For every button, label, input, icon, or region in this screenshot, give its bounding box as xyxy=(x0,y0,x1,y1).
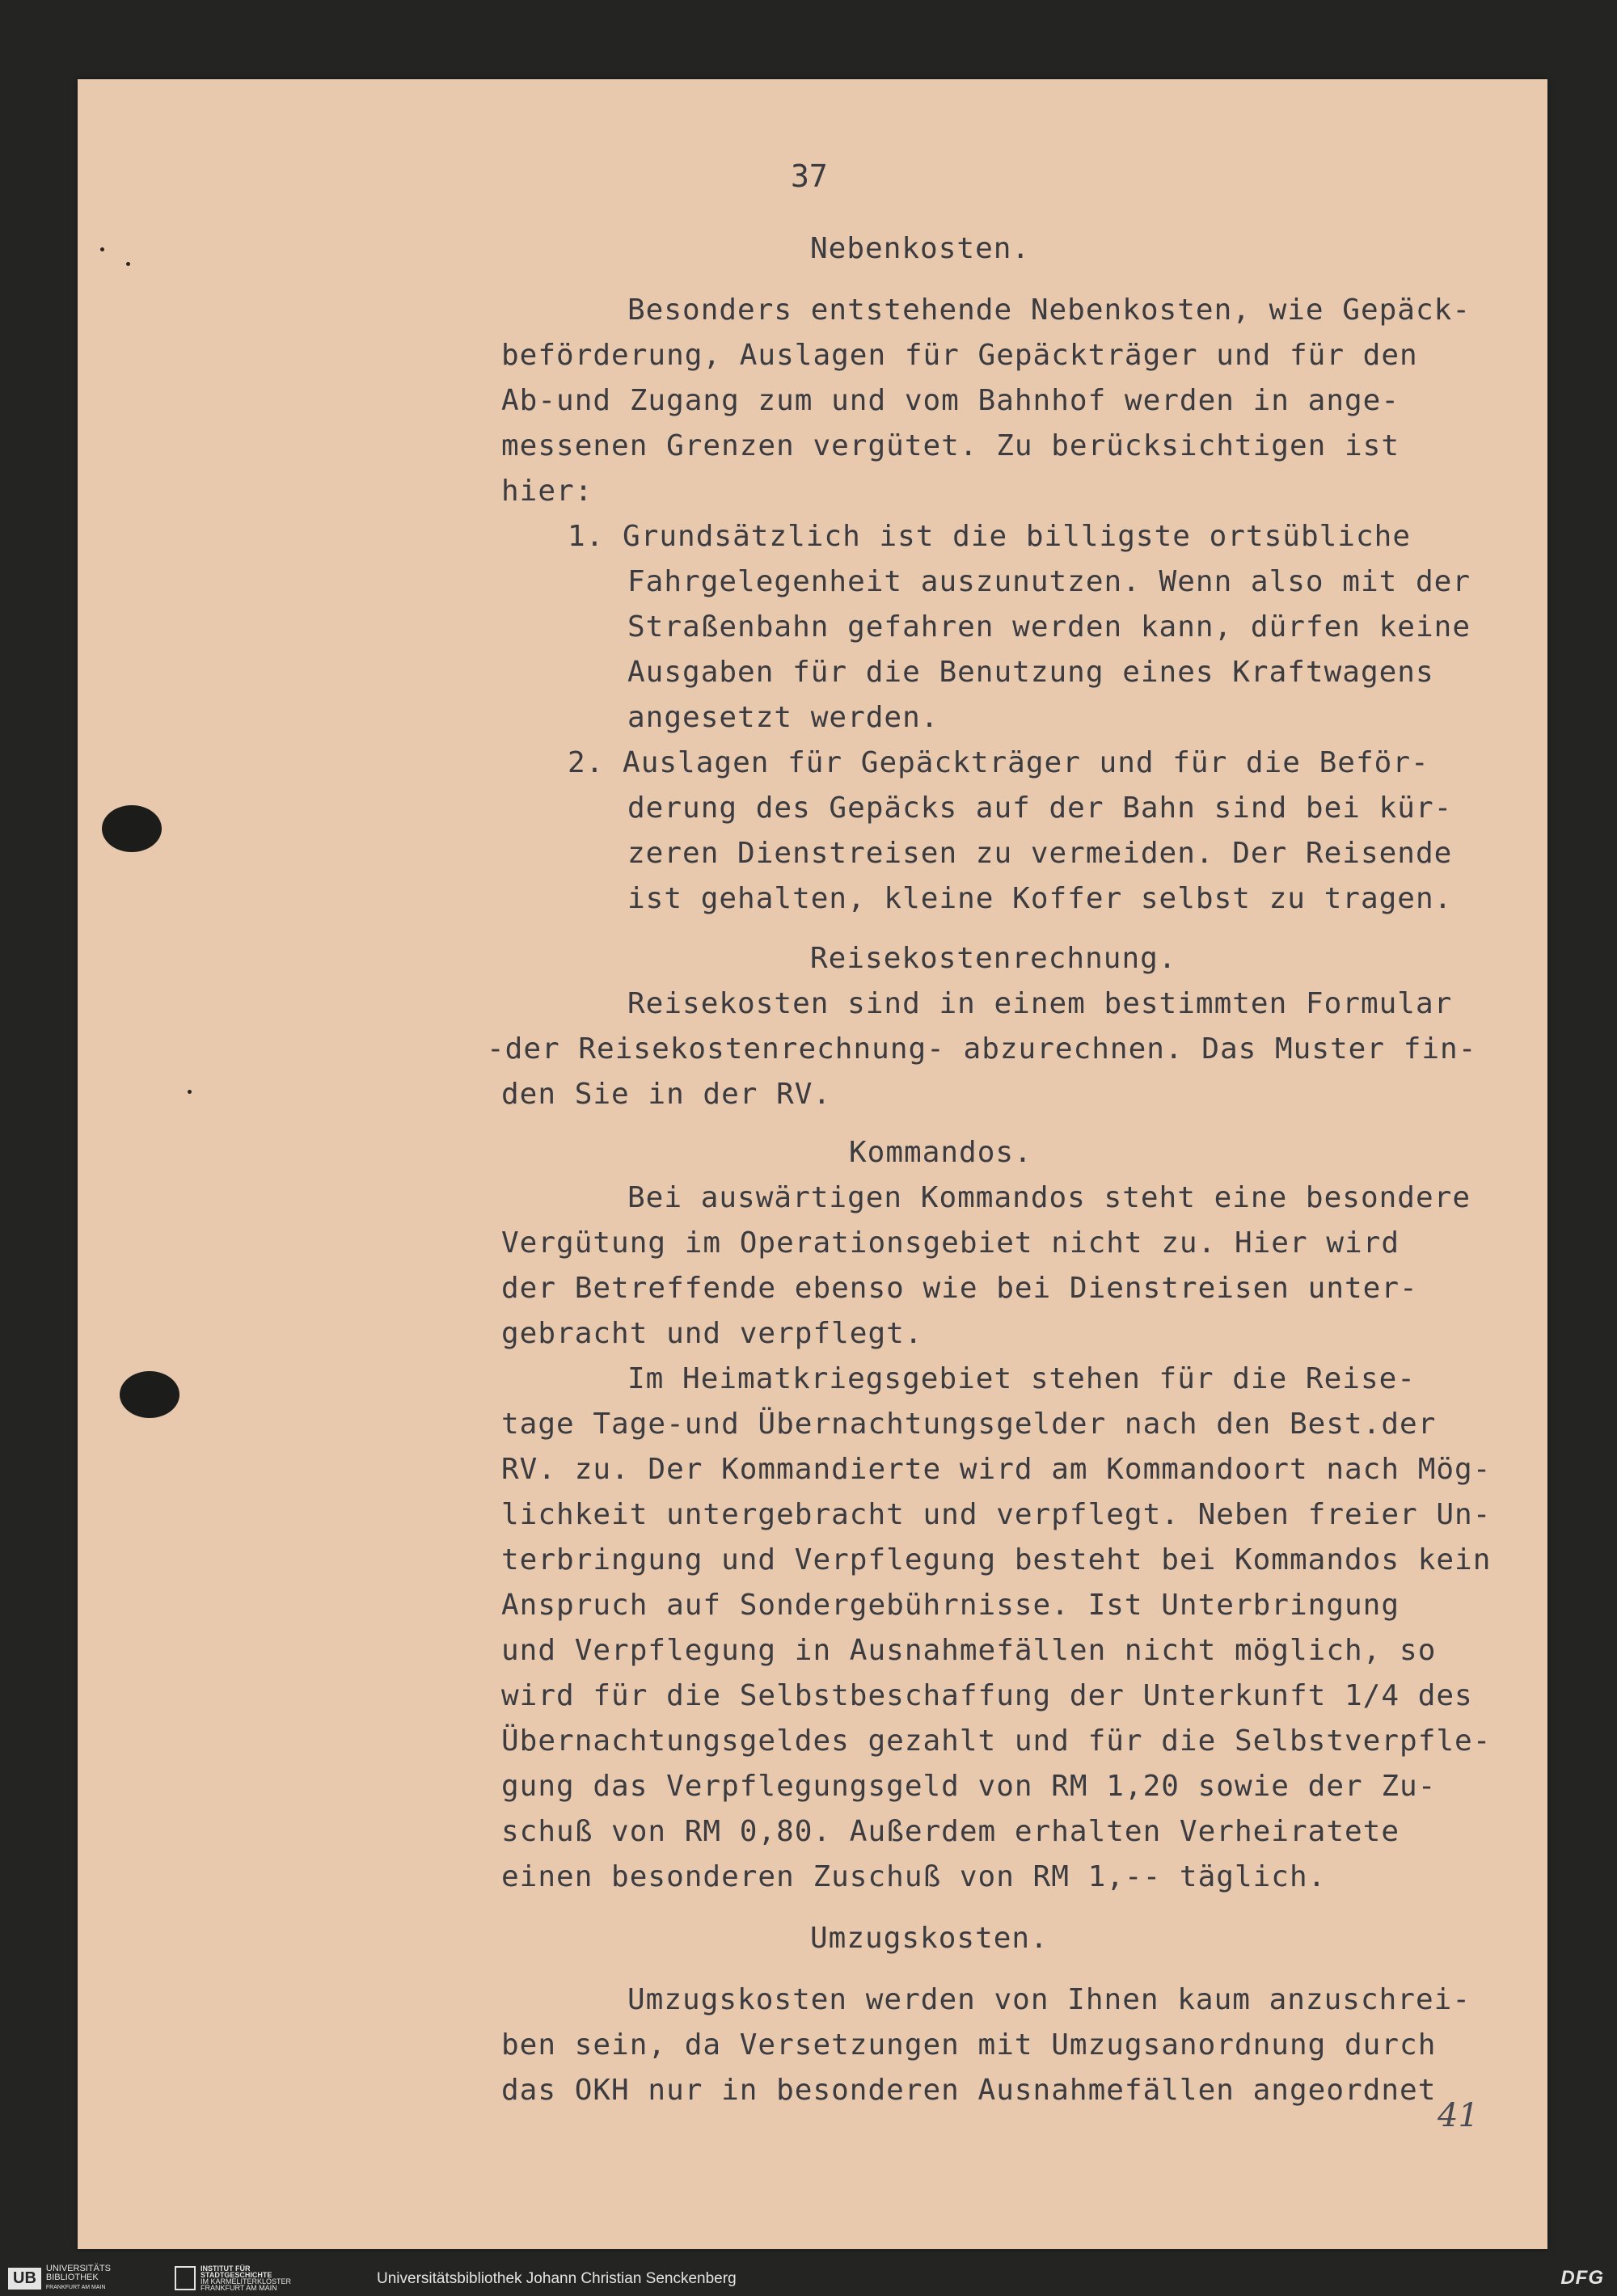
text-line: Bei auswärtigen Kommandos steht eine besondere xyxy=(627,1181,1471,1214)
text-line: messenen Grenzen vergütet. Zu berücksichtigen ist xyxy=(501,429,1400,462)
text-line: tage Tage-und Übernachtungsgelder nach den Best.der xyxy=(501,1408,1437,1441)
text-line: einen besonderen Zuschuß von RM 1,-- täglich. xyxy=(501,1860,1327,1893)
paper-speck xyxy=(188,1090,192,1094)
institute-logo-line: INSTITUT FÜR xyxy=(201,2264,251,2273)
text-line: Ab-und Zugang zum und vom Bahnhof werden in ange- xyxy=(501,384,1400,417)
text-line: Ausgaben für die Benutzung eines Kraftwagens xyxy=(627,656,1434,689)
dfg-logo[interactable]: DFG xyxy=(1560,2267,1604,2289)
section-heading: Kommandos. xyxy=(849,1136,1032,1169)
ub-logo-text xyxy=(46,2264,111,2292)
institute-logo-icon xyxy=(175,2266,196,2290)
text-line: derung des Gepäcks auf der Bahn sind bei kür- xyxy=(627,791,1453,825)
ub-logo[interactable] xyxy=(8,2265,111,2291)
viewer-footer xyxy=(0,2260,1617,2296)
section-heading: Nebenkosten. xyxy=(810,232,1031,265)
institute-logo-line: FRANKFURT AM MAIN xyxy=(201,2284,277,2292)
institute-logo[interactable] xyxy=(175,2265,291,2291)
text-line: Fahrgelegenheit auszunutzen. Wenn also mit der xyxy=(627,565,1471,598)
paper-speck xyxy=(57,249,61,253)
text-line: den Sie in der RV. xyxy=(501,1078,832,1111)
text-line: angesetzt werden. xyxy=(627,701,939,734)
ub-logo-mark: UB xyxy=(8,2268,41,2290)
ub-logo-line: BIBLIOTHEK xyxy=(45,2273,99,2282)
text-line: Vergütung im Operationsgebiet nicht zu. Hier wird xyxy=(501,1226,1400,1260)
handwritten-folio-number: 41 xyxy=(1438,2097,1479,2134)
text-line: Anspruch auf Sondergebührnisse. Ist Unterbringung xyxy=(501,1589,1400,1622)
institute-logo-line: STADTGESCHICHTE xyxy=(201,2271,272,2279)
list-item: 2. Auslagen für Gepäckträger und für die Beför- xyxy=(568,746,1429,779)
punch-hole xyxy=(102,805,162,852)
section-heading: Umzugskosten. xyxy=(810,1922,1049,1955)
page-number: 37 xyxy=(791,158,828,194)
punch-hole xyxy=(120,1371,179,1418)
text-line: wird für die Selbstbeschaffung der Unterkunft 1/4 des xyxy=(501,1679,1473,1712)
institute-logo-line: IM KARMELITERKLOSTER xyxy=(201,2277,292,2285)
text-line: Im Heimatkriegsgebiet stehen für die Reise- xyxy=(627,1362,1416,1395)
text-line: -der Reisekostenrechnung- abzurechnen. Das Muster fin- xyxy=(487,1032,1477,1066)
text-line: schuß von RM 0,80. Außerdem erhalten Verheiratete xyxy=(501,1815,1400,1848)
library-name: Universitätsbibliothek Johann Christian Senckenberg xyxy=(377,2270,737,2287)
paper-speck xyxy=(60,1680,64,1684)
text-line: ist gehalten, kleine Koffer selbst zu tragen. xyxy=(627,882,1453,915)
text-line: gung das Verpflegungsgeld von RM 1,20 sowie der Zu- xyxy=(501,1770,1437,1803)
text-line: terbringung und Verpflegung besteht bei Kommandos kein xyxy=(501,1543,1492,1576)
text-line: das OKH nur in besonderen Ausnahmefällen angeordnet xyxy=(501,2074,1437,2107)
paper-speck xyxy=(126,262,130,266)
ub-logo-line: UNIVERSITÄTS xyxy=(45,2264,111,2273)
text-line: gebracht und verpflegt. xyxy=(501,1317,923,1350)
text-line: Reisekosten sind in einem bestimmten Formular xyxy=(627,987,1453,1020)
text-line: Besonders entstehende Nebenkosten, wie Gepäck- xyxy=(627,293,1471,327)
text-line: hier: xyxy=(501,475,593,508)
paper-speck xyxy=(61,500,65,504)
text-line: RV. zu. Der Kommandierte wird am Kommandoort nach Mög- xyxy=(501,1453,1492,1486)
section-heading: Reisekostenrechnung. xyxy=(810,942,1177,975)
list-item: 1. Grundsätzlich ist die billigste ortsübliche xyxy=(568,520,1411,553)
ub-logo-line: FRANKFURT AM MAIN xyxy=(45,2285,106,2290)
text-line: und Verpflegung in Ausnahmefällen nicht möglich, so xyxy=(501,1634,1437,1667)
text-line: ben sein, da Versetzungen mit Umzugsanordnung durch xyxy=(501,2028,1437,2062)
text-line: Straßenbahn gefahren werden kann, dürfen keine xyxy=(627,610,1471,644)
text-line: Übernachtungsgeldes gezahlt und für die Selbstverpfle- xyxy=(501,1724,1492,1758)
text-line: beförderung, Auslagen für Gepäckträger und für den xyxy=(501,339,1418,372)
text-line: lichkeit untergebracht und verpflegt. Neben freier Un- xyxy=(501,1498,1492,1531)
text-line: Umzugskosten werden von Ihnen kaum anzuschrei- xyxy=(627,1983,1471,2016)
paper-speck xyxy=(100,247,104,251)
text-line: zeren Dienstreisen zu vermeiden. Der Reisende xyxy=(627,837,1453,870)
institute-logo-text xyxy=(201,2265,291,2291)
text-line: der Betreffende ebenso wie bei Dienstreisen unter- xyxy=(501,1272,1418,1305)
